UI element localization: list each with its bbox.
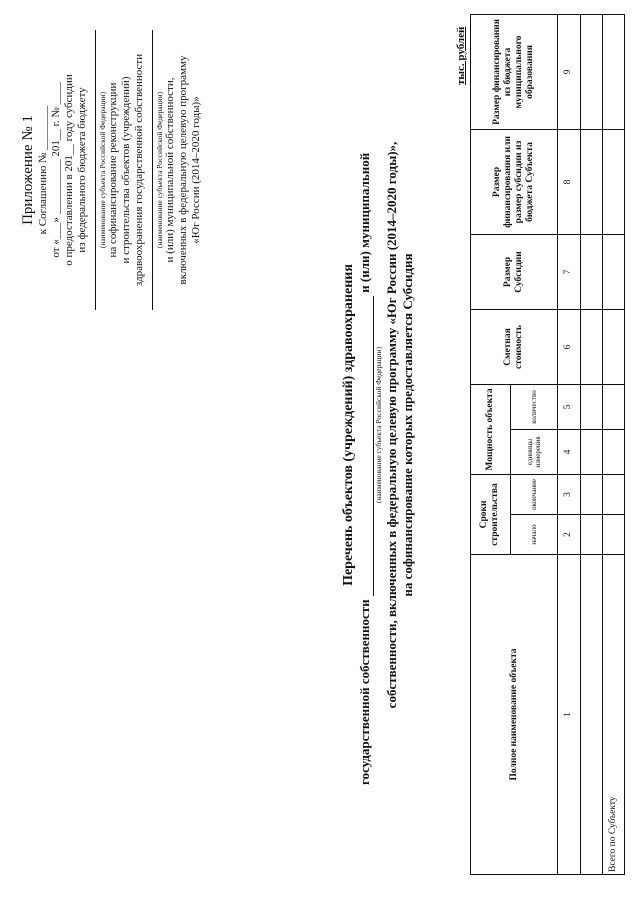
appendix-title: Приложение № 1 bbox=[20, 115, 36, 225]
header-capacity: Мощность объекта bbox=[471, 384, 511, 474]
subsidy-line: на софинансирование которых предоставляется Субсидия bbox=[400, 253, 415, 597]
column-number: 8 bbox=[558, 129, 580, 234]
region-caption-2: (наименование субъекта Российской Федерации) bbox=[155, 91, 164, 249]
column-numbers-row bbox=[558, 14, 580, 874]
region-blank-line bbox=[95, 30, 96, 310]
column-number: 9 bbox=[558, 14, 580, 129]
total-label: Всего по Субъекту bbox=[602, 555, 624, 875]
list-title-line-2 bbox=[357, 65, 374, 785]
municipal-label: и (или) муниципальной bbox=[357, 152, 372, 293]
units-label: тыс. рублей bbox=[455, 26, 467, 85]
header-estimate: Сметная стоимость bbox=[471, 309, 558, 384]
agreement-number-line: к Соглашению № ________ bbox=[37, 105, 49, 235]
appendix-block bbox=[20, 20, 203, 320]
region-caption: (наименование субъекта Российской Федерации) bbox=[374, 346, 383, 504]
purpose-line-3: здравоохранения государственной собственности bbox=[133, 53, 145, 287]
column-number: 7 bbox=[558, 234, 580, 309]
federal-budget-line: из федерального бюджета бюджету bbox=[76, 87, 88, 253]
purpose-line-2: и строительства объектов (учреждений) bbox=[120, 76, 132, 264]
column-number: 3 bbox=[558, 474, 580, 514]
purpose-line-5: включенных в федеральную целевую программу bbox=[177, 55, 189, 285]
header-start: начало bbox=[510, 515, 558, 555]
header-name: Полное наименование объекта bbox=[471, 555, 558, 875]
header-subsidy: Размер Субсидии bbox=[471, 234, 558, 309]
column-number: 5 bbox=[558, 384, 580, 429]
region-blank bbox=[357, 296, 374, 596]
subsidy-year-line: о предоставлении в 201__ году субсидии bbox=[63, 74, 75, 266]
list-title: Перечень объектов (учреждений) здравоохранения bbox=[341, 264, 356, 586]
header-subject-funding: Размер финансирования или размер субсидии из бюджета Субъекта bbox=[471, 129, 558, 234]
header-quantity: количество bbox=[510, 384, 558, 429]
column-number: 4 bbox=[558, 429, 580, 474]
title-block bbox=[340, 65, 416, 785]
objects-table bbox=[470, 14, 625, 875]
column-number: 6 bbox=[558, 309, 580, 384]
purpose-line-6: «Юг России (2014–2020 годы)» bbox=[190, 96, 202, 244]
agreement-date-line: от «___» __________ 201__ г. № ____ bbox=[50, 82, 62, 258]
empty-row bbox=[580, 14, 602, 874]
column-number: 1 bbox=[558, 555, 580, 875]
purpose-line-1: на софинансирование реконструкции bbox=[107, 82, 119, 258]
program-line: собственности, включенных в федеральную целевую программу «Юг России (2014–2020 годы)», bbox=[384, 141, 399, 709]
header-unit: единицы измерения bbox=[510, 429, 558, 474]
purpose-line-4: и (или) муниципальной собственности, bbox=[164, 77, 176, 263]
header-municipal-funding: Размер финансирования из бюджета муниципального образования bbox=[471, 14, 558, 129]
header-end: окончание bbox=[510, 474, 558, 514]
ownership-label: государственной собственности bbox=[357, 599, 372, 785]
header-terms: Сроки строительства bbox=[471, 474, 511, 554]
region-caption-1: (наименование субъекта Российской Федерации) bbox=[98, 91, 107, 249]
total-row bbox=[602, 14, 624, 874]
column-number: 2 bbox=[558, 515, 580, 555]
region-blank-line-2 bbox=[152, 30, 153, 310]
